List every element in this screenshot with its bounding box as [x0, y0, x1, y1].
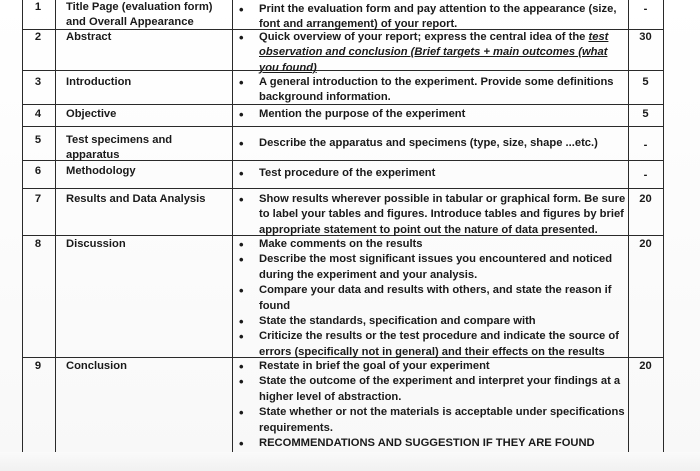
column-divider-title: [232, 0, 233, 452]
table-border-right: [663, 0, 664, 452]
section-title: Test specimens and apparatus: [66, 134, 173, 162]
section-marks: -: [643, 169, 648, 181]
section-title: Abstract: [66, 31, 112, 43]
row-number: 5: [34, 134, 42, 146]
row-number: 8: [34, 238, 42, 250]
row-number: 9: [34, 360, 42, 372]
section-description: [238, 359, 628, 451]
row-number: 7: [34, 193, 42, 205]
section-marks: -: [643, 139, 648, 151]
row-number: 2: [34, 31, 42, 43]
bullet-item: • Compare your data and results with others, and state the reason if found: [238, 283, 628, 314]
page-bottom-edge: [0, 452, 700, 471]
section-title: Methodology: [66, 165, 136, 177]
row-number: 1: [34, 1, 42, 13]
section-description: [238, 136, 628, 151]
section-title: Results and Data Analysis: [66, 193, 206, 205]
bullet-item: • Describe the most significant issues you encountered and noticed during the experiment and your analysis.: [238, 252, 628, 283]
section-marks: 30: [639, 31, 652, 43]
row-number: 4: [34, 108, 42, 120]
section-marks: 5: [642, 76, 649, 88]
bullet-item: • Describe the apparatus and specimens (type, size, shape ...etc.): [238, 136, 628, 151]
table-border-left: [22, 0, 23, 452]
section-title: Discussion: [66, 238, 126, 250]
bullet-item: • RECOMMENDATIONS AND SUGGESTION IF THEY ARE FOUND: [238, 436, 628, 451]
bullet-item: • Print the evaluation form and pay attention to the appearance (size, font and arrangement) of your report.: [238, 2, 628, 33]
section-marks: -: [643, 3, 648, 15]
section-description: [238, 192, 628, 238]
section-description: [238, 237, 628, 360]
bullet-item: • Show results wherever possible in tabular or graphical form. Be sure to label your tables and figures. Introduce tables and figures by brief appropriate statement to point out the nature of data presented.: [238, 192, 628, 238]
bullet-item: • Mention the purpose of the experiment: [238, 107, 628, 122]
bullet-item: • State the standards, specification and compare with: [238, 314, 628, 329]
section-description: [238, 75, 628, 106]
row-divider: [22, 126, 664, 127]
column-divider-number: [55, 0, 56, 452]
bullet-item: • Test procedure of the experiment: [238, 166, 628, 181]
section-marks: 20: [639, 193, 652, 205]
row-number: 3: [34, 76, 42, 88]
underlined-text: test observation and conclusion (Brief targets + main outcomes (what you found): [259, 31, 609, 74]
section-description: [238, 30, 628, 76]
bullet-text: Quick overview of your report; express the central idea of the: [259, 31, 589, 43]
bullet-item: • A general introduction to the experiment. Provide some definitions background information.: [238, 75, 628, 106]
bullet-item: • Criticize the results or the test procedure and indicate the source of errors (specifically not in general) and their effects on the results: [238, 329, 628, 360]
bullet-item: • Make comments on the results: [238, 237, 628, 252]
bullet-item: [238, 30, 628, 76]
section-marks: 20: [639, 360, 652, 372]
bullet-item: • Restate in brief the goal of your experiment: [238, 359, 628, 374]
section-description: [238, 166, 628, 181]
section-description: [238, 2, 628, 33]
section-marks: 5: [642, 108, 649, 120]
section-title: Objective: [66, 108, 117, 120]
section-marks: 20: [639, 238, 652, 250]
row-divider: [22, 188, 664, 189]
section-description: [238, 107, 628, 122]
section-title: Title Page (evaluation form) and Overall Appearance: [66, 1, 213, 29]
bullet-item: • State whether or not the materials is acceptable under specifications requirements.: [238, 405, 628, 436]
row-number: 6: [34, 165, 42, 177]
column-divider-description: [628, 0, 629, 452]
bullet-item: • State the outcome of the experiment and interpret your findings at a higher level of abstraction.: [238, 374, 628, 405]
section-title: Conclusion: [66, 360, 127, 372]
section-title: Introduction: [66, 76, 132, 88]
